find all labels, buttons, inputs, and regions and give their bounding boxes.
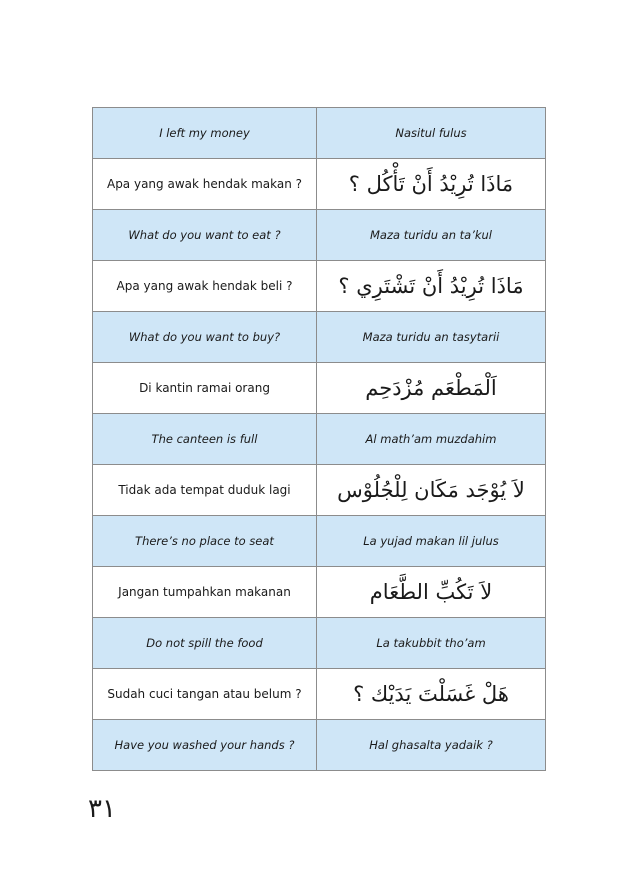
arabic-transliteration-cell: Al math’am muzdahim [317, 414, 546, 465]
arabic-transliteration-cell: Nasitul fulus [317, 108, 546, 159]
malay-english-cell: Apa yang awak hendak beli ? [93, 261, 317, 312]
table-row [93, 465, 546, 516]
malay-english-cell: What do you want to buy? [93, 312, 317, 363]
arabic-transliteration-cell: هَلْ غَسَلْتَ يَدَيْك ؟ [317, 669, 546, 720]
table-row [93, 312, 546, 363]
malay-english-cell: Jangan tumpahkan makanan [93, 567, 317, 618]
arabic-transliteration-cell: Maza turidu an ta’kul [317, 210, 546, 261]
page-number: ٣١ [88, 794, 116, 824]
malay-english-cell: I left my money [93, 108, 317, 159]
malay-english-cell: Sudah cuci tangan atau belum ? [93, 669, 317, 720]
table-row [93, 618, 546, 669]
malay-english-cell: The canteen is full [93, 414, 317, 465]
arabic-transliteration-cell: مَاذَا تُرِيْدُ أَنْ تَشْتَرِي ؟ [317, 261, 546, 312]
table-row [93, 567, 546, 618]
table-row [93, 669, 546, 720]
arabic-transliteration-cell: اَلْمَطْعَم مُزْدَحِم [317, 363, 546, 414]
malay-english-cell: There’s no place to seat [93, 516, 317, 567]
malay-english-cell: Di kantin ramai orang [93, 363, 317, 414]
arabic-transliteration-cell: Maza turidu an tasytarii [317, 312, 546, 363]
malay-english-cell: Apa yang awak hendak makan ? [93, 159, 317, 210]
table-row [93, 414, 546, 465]
table-row [93, 210, 546, 261]
arabic-transliteration-cell: Hal ghasalta yadaik ? [317, 720, 546, 771]
malay-english-cell: Do not spill the food [93, 618, 317, 669]
phrase-table [92, 107, 546, 771]
table-row [93, 108, 546, 159]
arabic-transliteration-cell: لاَ يُوْجَد مَكَان لِلْجُلُوْس [317, 465, 546, 516]
table-row [93, 516, 546, 567]
arabic-transliteration-cell: La takubbit tho’am [317, 618, 546, 669]
malay-english-cell: What do you want to eat ? [93, 210, 317, 261]
malay-english-cell: Have you washed your hands ? [93, 720, 317, 771]
arabic-transliteration-cell: مَاذَا تُرِيْدُ أَنْ تَأْكُل ؟ [317, 159, 546, 210]
malay-english-cell: Tidak ada tempat duduk lagi [93, 465, 317, 516]
table-row [93, 261, 546, 312]
table-row [93, 363, 546, 414]
arabic-transliteration-cell: لاَ تَكُبِّ الطَّعَام [317, 567, 546, 618]
arabic-transliteration-cell: La yujad makan lil julus [317, 516, 546, 567]
table-row [93, 720, 546, 771]
table-row [93, 159, 546, 210]
